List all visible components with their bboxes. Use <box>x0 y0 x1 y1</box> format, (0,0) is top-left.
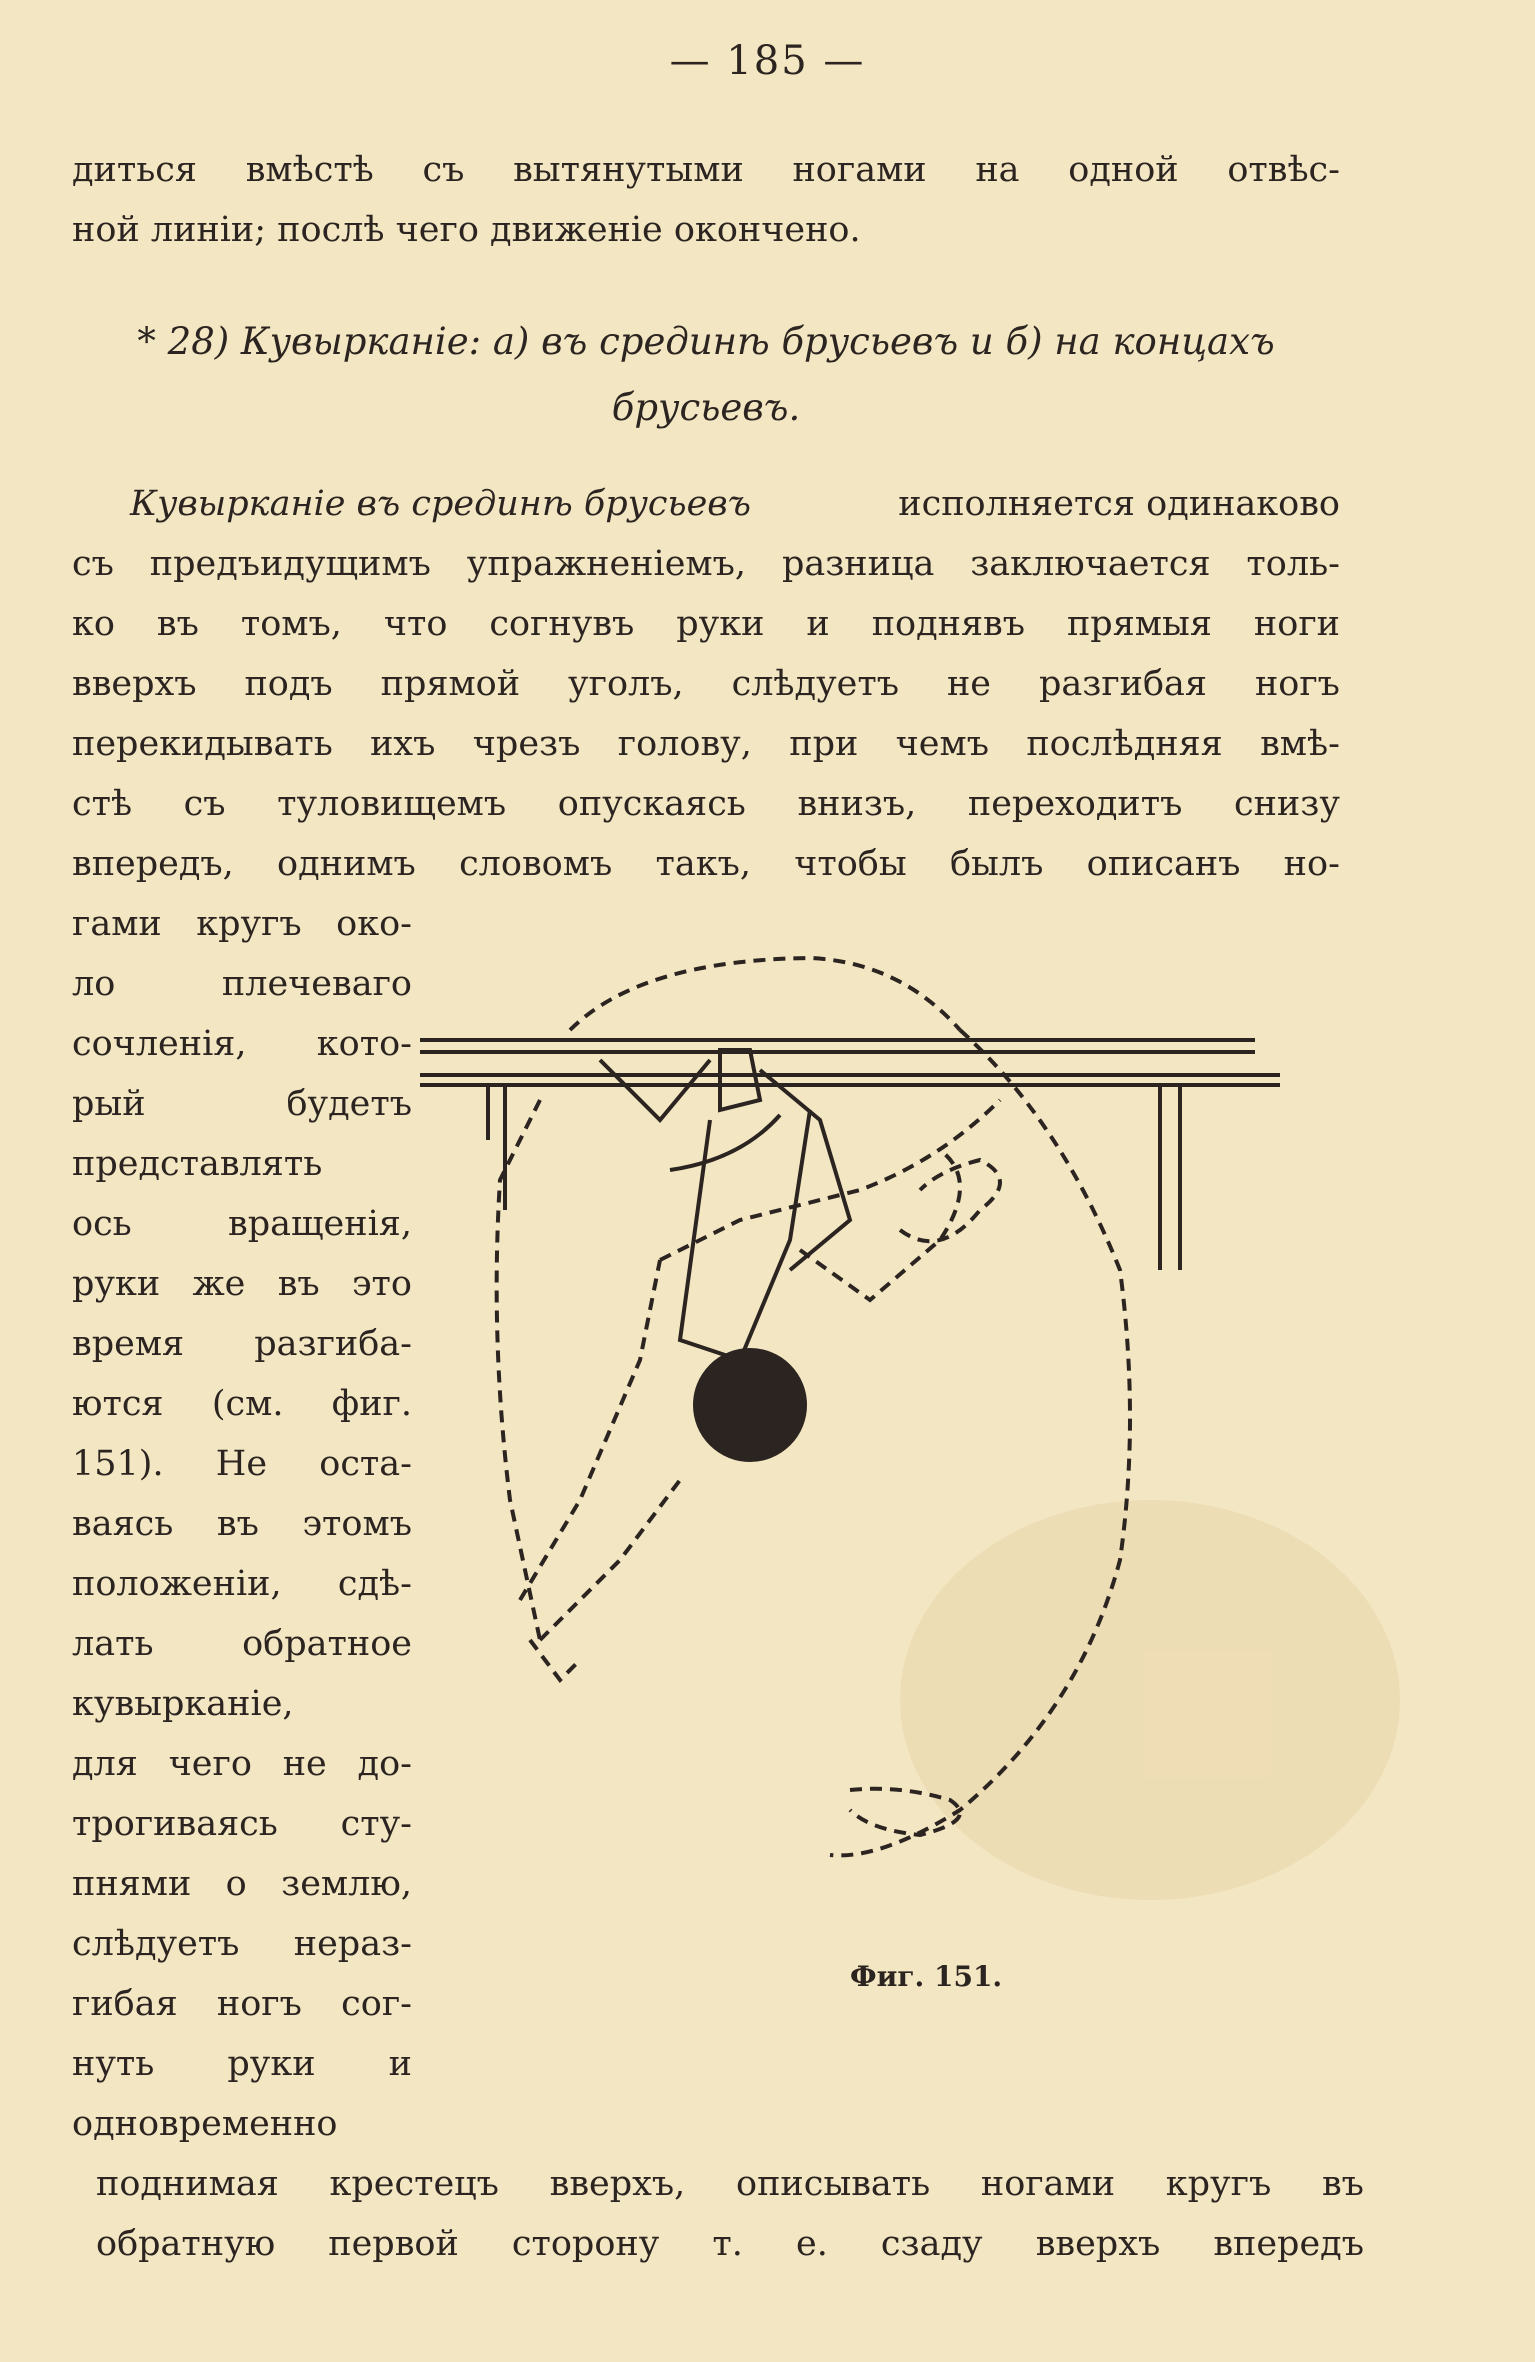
dashed-arc-top <box>570 958 960 1030</box>
narrow-line: пнями о землю, <box>72 1864 412 1904</box>
gymnast-hands <box>720 1050 760 1110</box>
text-line: поднимая крестецъ вверхъ, описывать ногами кругъ въ <box>96 2164 1364 2204</box>
narrow-line: время разгиба- <box>72 1324 412 1364</box>
narrow-line: сочленія, кото- <box>72 1024 412 1064</box>
text-line: впередъ, однимъ словомъ такъ, чтобы былъ описанъ но- <box>72 844 1340 884</box>
dashed-arc-right <box>830 1030 1130 1855</box>
narrow-line: ются (см. фиг. <box>72 1384 412 1424</box>
narrow-line: ось вращенія, <box>72 1204 412 1244</box>
narrow-line: гибая ногъ сог- <box>72 1984 412 2024</box>
narrow-line: слѣдуетъ нераз- <box>72 1924 412 1964</box>
narrow-line: представлять <box>72 1144 323 1184</box>
narrow-line: 151). Не оста- <box>72 1444 412 1484</box>
gymnast-shoulder <box>760 1070 850 1270</box>
text-run: исполняется одинаково <box>898 484 1340 524</box>
figure-caption: Фиг. 151. <box>850 1960 1003 1993</box>
parallel-bars-figure <box>420 940 1280 1900</box>
text-line: вверхъ подъ прямой уголъ, слѣдуетъ не разгибая ногъ <box>72 664 1340 704</box>
narrow-line: ло плечеваго <box>72 964 412 1004</box>
narrow-line: трогиваясь сту- <box>72 1804 412 1844</box>
narrow-line: положеніи, сдѣ- <box>72 1564 412 1604</box>
dashed-feet-bottom <box>850 1789 960 1835</box>
text-line: съ предъидущимъ упражненіемъ, разница заключается толь- <box>72 544 1340 584</box>
narrow-line: руки же въ это <box>72 1264 412 1304</box>
page-number: — 185 — <box>669 38 866 84</box>
dashed-leg-a <box>540 1480 680 1640</box>
text-line: стѣ съ туловищемъ опускаясь внизъ, переходитъ снизу <box>72 784 1340 824</box>
gymnast-head <box>695 1350 805 1460</box>
narrow-line: рый будетъ <box>72 1084 412 1124</box>
narrow-line: нуть руки и <box>72 2044 412 2084</box>
dashed-feet-left <box>530 1640 580 1680</box>
section-heading: * 28) Кувыркaніе: a) въ срединѣ брусьевъ и б) на концахъ <box>137 320 1275 363</box>
narrow-line: для чего не до- <box>72 1744 412 1784</box>
narrow-line: лать обратное <box>72 1624 412 1664</box>
narrow-line: гами кругъ око- <box>72 904 412 944</box>
dashed-leg-d <box>800 1150 960 1300</box>
narrow-line: кувыркaніе, <box>72 1684 294 1724</box>
gymnast-arm-left <box>600 1060 710 1120</box>
text-line: перекидывать ихъ чрезъ голову, при чемъ послѣдняя вмѣ- <box>72 724 1340 764</box>
text-line: обратную первой сторону т. е. сзаду вверхъ впередъ <box>96 2224 1364 2264</box>
narrow-line: ваясь въ этомъ <box>72 1504 412 1544</box>
dashed-leg-b <box>520 1260 660 1600</box>
text-line: ной линіи; послѣ чего движеніе окончено. <box>72 210 861 250</box>
narrow-line: одновременно <box>72 2104 338 2144</box>
italic-term: Кувыркaніе въ срединѣ брусьевъ <box>130 484 751 524</box>
section-heading-cont: брусьевъ. <box>611 386 801 429</box>
text-line: диться вмѣстѣ съ вытянутыми ногами на одной отвѣс- <box>72 150 1340 190</box>
gymnast-arm-curve <box>670 1115 780 1170</box>
paragraph-first-line <box>130 474 1340 534</box>
dashed-feet-right <box>900 1160 1000 1241</box>
text-line: ко въ томъ, что согнувъ руки и поднявъ прямыя ноги <box>72 604 1340 644</box>
gymnast-torso <box>680 1110 810 1360</box>
